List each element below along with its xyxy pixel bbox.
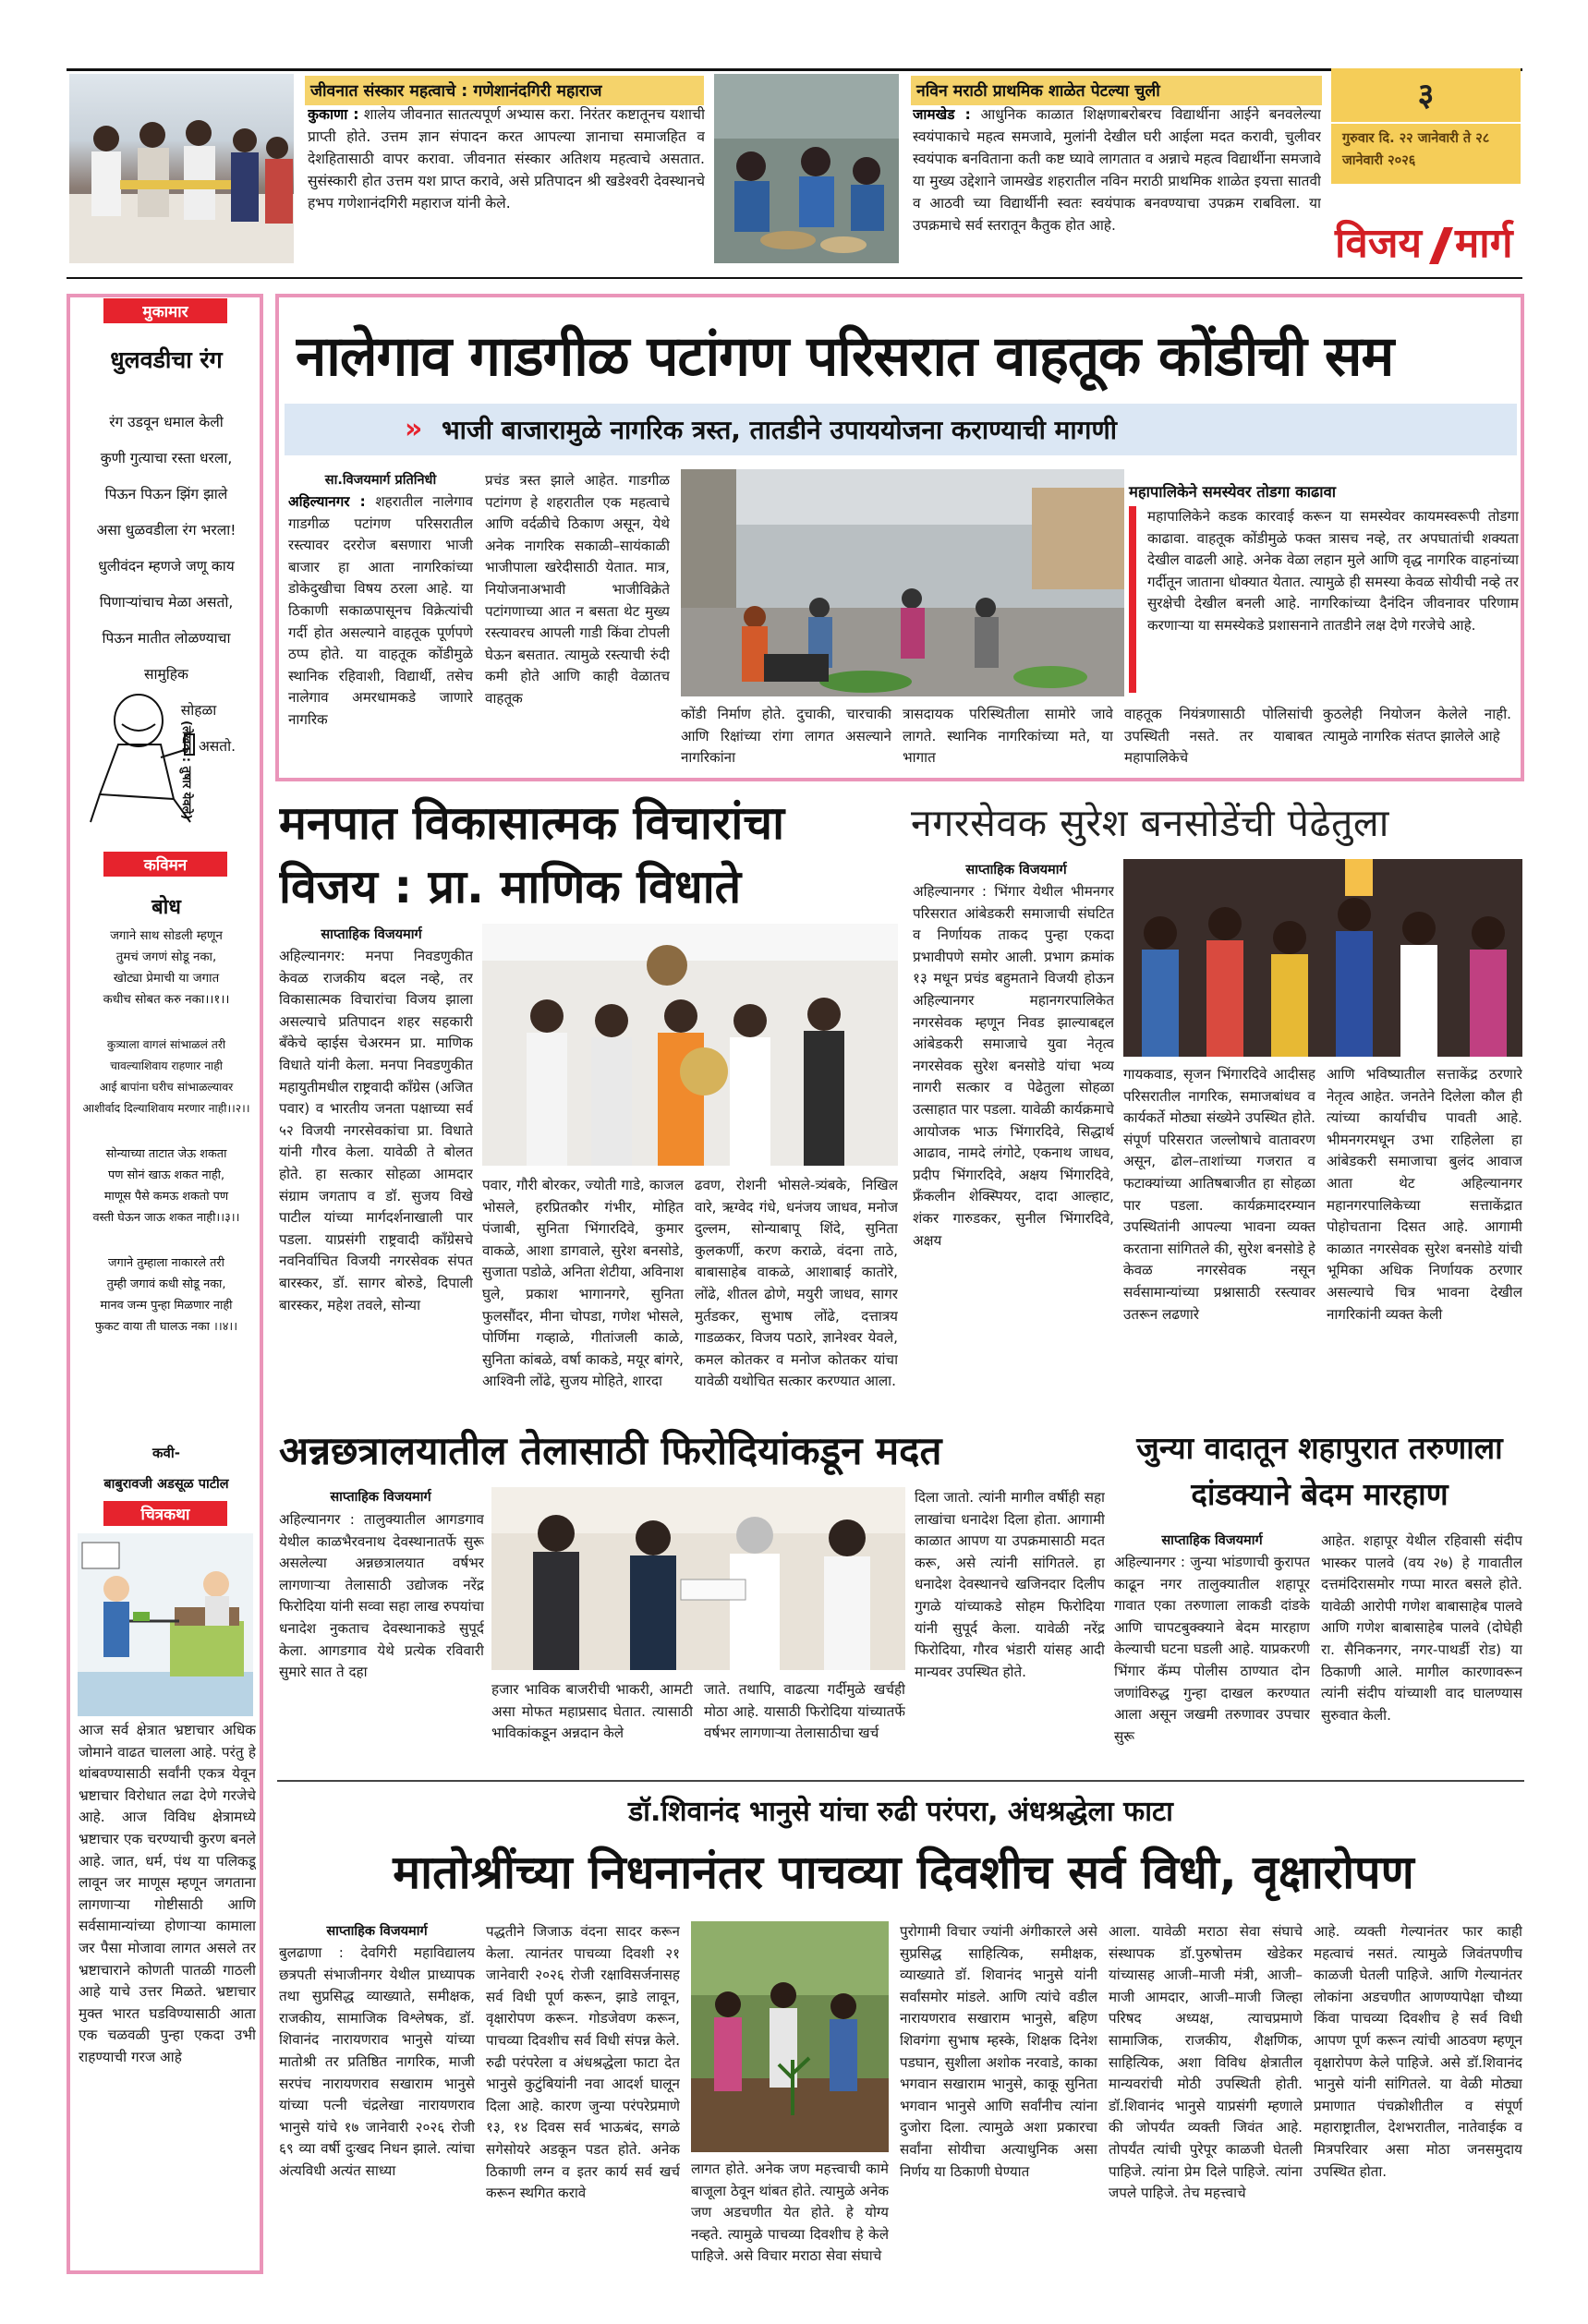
bansode-col2: गायकवाड, सृजन भिंगारदिवे आदीसह परिसरातील नागरिक, समाजबांधव व कार्यकर्ते मोठ्या संख्येने उपस्थित होते. संपूर्ण परिसरात जल्लोषाचे वातावरण असून, ढोल–ताशांच्या गजरात व फटाक्यांच्या आतिषबाजीत हा सोहळा पार पडला. कार्यक्रमादरम्यान उपस्थितांनी आपल्या भावना व्यक्त करताना सांगितले की, सुरेश बनसोडे हे केवळ नगरसेवक नसून सर्वसामान्यांच्या प्रश्नासाठी रस्त्यावर उतरून लढणारे [1123,1066,1315,1323]
assault-byline: साप्ताहिक विजयमार्ग [1161,1533,1263,1548]
story1-text: शालेय जीवनात सातत्यपूर्ण अभ्यास करा. निरंतर कष्टातूनच यशाची प्राप्ती होते. उत्तम ज्ञान संपादन करत आपल्या ज्ञानाचा समाजहित व देशहितासाठी वापर करावा. जीवनात संस्कार अतिशय महत्वाचे असतात. सुसंस्कारी होत उत्तम यश प्राप्त करावे, असे प्रतिपादन श्री खडेश्वरी देवस्थानचे हभप गणेशानंदगिरी महाराज यांनी केले. [308,106,705,212]
oil-col3: दिला जातो. त्यांनी मागील वर्षीही सहा लाखांचा धनादेश दिला होता. आगामी काळात आपण या उपक्रमासाठी मदत करू, असे त्यांनी सांगितले. हा धनादेश देवस्थानचे खजिनदार दिलीप गुगळे यांच्याकडे सोहम फिरोदिया यांनी सुपूर्द केला. यावेळी नरेंद्र फिरोदिया, गौरव भंडारी यांसह आदी मान्यवर उपस्थित होते. [915,1489,1105,1680]
assault-col2: आहेत. शहापूर येथील रहिवासी संदीप भास्कर पालवे (वय २७) हे गावातील दत्तमंदिरासमोर गप्पा मारत बसले होते. यावेळी आरोपी गणेश बाबासाहेब पालवे आणि गणेश बाबासाहेब पालवे (दोघेही रा. सैनिकनगर, नगर-पाथर्डी रोड) या ठिकाणी आले. मागील कारणावरून त्यांनी संदीप यांच्याशी वाद घालण्यास सुरुवात केली. [1321,1532,1522,1724]
poem-line: सोहळा [180,702,217,719]
traffic-place: अहिल्यानगर : [288,493,366,510]
poem-line: पिऊन पिऊन झिंग झाले [104,486,228,502]
bodh-stanza [74,1144,259,1229]
bansode-col1: अहिल्यानगर : भिंगार येथील भीमनगर परिसरात आंबेडकरी समाजाची संघटित व निर्णायक ताकद पुन्हा एकदा प्रभावीपणे समोर आली. प्रभाग क्रमांक १३ मधून प्रचंड बहुमताने विजयी होऊन अहिल्यानगर महानगरपालिकेत नगरसेवक म्हणून निवड झाल्याबद्दल आंबेडकरी समाजाचे युवा नेतृत्व नगरसेवक सुरेश बनसोडे यांचा भव्य नागरी सत्कार व पेढेतुला सोहळा उत्साहात पार पडला. यावेळी कार्यक्रमाचे आयोजक भाऊ भिंगारदिवे, सिद्धार्थ आढाव, नामदे लंगोटे, एकनाथ जाधव, प्रदीप भिंगारदिवे, अक्षय भिंगारदिवे, फ्रँकलीन शेक्स्पियर, दादा आल्हाट, शंकर गारुडकर, सुनील भिंगारदिवे, अक्षय [913,883,1114,1249]
bhanuse-col3: लागत होते. अनेक जण महत्त्वाची कामे बाजूला ठेवून थांबत होते. त्यामुळे अनेक जण अडचणीत येत होते. हे योग्य नव्हते. त्यामुळे पाचव्या दिवशीच हे केले पाहिजे. असे विचार मराठा सेवा संघाचे [691,2161,889,2265]
bodh-line: जगाने साथ सोडली म्हणून [110,929,223,943]
bhanuse-byline: साप्ताहिक विजयमार्ग [326,1924,428,1939]
traffic-byline: सा.विजयमार्ग प्रतिनिधी [324,473,437,488]
traffic-under2: त्रासदायक परिस्थितीला सामोरे जावे लागते. स्थानिक नागरिकांच्या मते, या भागात [903,706,1113,767]
oil-photo [491,1487,905,1670]
svg-text:विजय: विजय [1335,220,1423,267]
poem-line: धुलीवंदन म्हणजे जणू काय [98,558,235,575]
poem-line: कुणी गुत्याचा रस्ता धरला, [100,450,233,466]
bodh-line: जगाने तुम्हाला नाकारले तरी [108,1256,224,1270]
section-rule [277,1780,1524,1782]
bodh-stanza [74,1035,259,1120]
issue-date: गुरुवार दि. २२ जानेवारी ते २८ जानेवारी २०२६ [1342,131,1490,168]
story1-title: जीवनात संस्कार महत्वाचे : गणेशानंदगिरी महाराज [305,76,704,105]
chitrakatha-label: चित्रकथा [103,1501,227,1526]
felicitation-illustration [482,924,898,1166]
bodh-line: आई बापांना घरीच सांभाळल्यावर [99,1081,234,1094]
oil-under1: हजार भाविक बाजरीची भाकरी, आमटी असा मोफत महाप्रसाद घेतात. त्यासाठी भाविकांकडून अन्नदान केले [491,1681,693,1742]
traffic-under4: कुठलेही नियोजन केलेले नाही. त्यामुळे नागरिक संतप्त झालेले आहे [1323,706,1511,744]
kaviman-label: कविमन [103,852,227,877]
bodh-line: सोन्याच्या ताटात जेऊ शकता [105,1147,227,1161]
bodh-line: पण सोनं खाऊ शकत नाही, [107,1168,225,1182]
bodh-line: खोट्या प्रेमाची या जगात [113,972,220,986]
cartoon-credit: (लेखक : तुषार येवले) [179,720,193,820]
corruption-cartoon [78,1533,253,1716]
traffic-photo [681,469,1124,696]
bodh-line: चावल्याशिवाय राहणार नाही [110,1059,223,1072]
bansode-col3: आणि भविष्यातील सत्ताकेंद्र ठरणारे नेतृत्व आहेत. जनतेने दिलेला कौल ही त्यांच्या कार्याचीच पावती आहे. भीमनगरमधून उभा राहिलेला हा आंबेडकरी समाजाचा बुलंद आवाज आता थेट अहिल्यानगर महानगरपालिकेच्या सत्ताकेंद्रात पोहोचताना दिसत आहे. आगामी काळात नगरसेवक सुरेश बनसोडे यांची भूमिका अधिक निर्णायक ठरणार असल्याचे चित्र भावना देखील नागरिकांनी व्यक्त केली [1327,1066,1522,1323]
people-illustration [69,74,294,263]
poem-line: पिणाऱ्यांचाच मेळा असतो, [99,594,234,611]
bhanuse-col1: बुलढाणा : देवगिरी महाविद्यालय छत्रपती संभाजीनगर येथील प्राध्यापक तथा सुप्रसिद्ध व्याख्याते, समीक्षक, राजकीय, सामाजिक विश्लेषक, डॉ. शिवानंद नारायणराव भानुसे यांच्या मातोश्री तर प्रतिष्ठित नागरिक, माजी सरपंच नारायणराव सखाराम भानुसे यांच्या पत्नी चंद्रलेखा नारायणराव भानुसे यांचे १७ जानेवारी २०२६ रोजी ६९ व्या वर्षी दुःखद निधन झाले. त्यांचा अंत्यविधी अत्यंत साध्या [279,1944,475,2179]
poet-label: कवी- [152,1445,180,1461]
bhanuse-headline: मातोश्रींच्या निधनानंतर पाचव्या दिवशीच सर्व विधी, वृक्षारोपण [393,1846,1414,1899]
traffic-headline: नालेगाव गाडगीळ पटांगण परिसरात वाहतूक कोंडीची सम [296,324,1394,389]
subhead-arrow-icon: » [405,413,423,445]
masthead-logo [1331,214,1525,268]
top-rule [67,68,1522,71]
poet-name: बाबुरावजी अडसूळ पाटील [103,1477,229,1492]
chitrakatha-cartoon [78,1533,253,1716]
vidhate-col2: पवार, गौरी बोरकर, ज्योती गाडे, काजल भोसले, हरप्रितकौर गंभीर, मोहित पंजाबी, सुनिता भिंगारदिवे, कुमार वाकळे, आशा डागवाले, सुरेश बनसोडे, सुजाता पडोळे, अनिता शेटीया, अविनाश घुले, प्रकाश भागानगरे, सुनिता फुलसौंदर, मीना चोपडा, गणेश भोसले, पोर्णिमा गव्हाळे, गीतांजली काळे, सुनिता कांबळे, वर्षा काकडे, मयूर बांगरे, आश्विनी लोंढे, सुजय मोहिते, शारदा [482,1177,684,1390]
story2-place: जामखेड : [913,106,971,123]
bhanuse-col6: आहे. व्यक्ती गेल्यानंतर फार काही महत्वाचं नसतं. त्यामुळे जिवंतपणीच काळजी घेतली पाहिजे. आणि गेल्यानंतर लोकांना अडचणीत आणण्यापेक्षा चौथ्या किंवा पाचव्या दिवशीच हे सर्व विधी आपण पूर्ण करून त्यांची आठवण म्हणून वृक्षारोपण केले पाहिजे. असे डॉ.शिवानंद भानुसे यांनी सांगितले. या वेळी मोठ्या प्रमाणात पंचक्रोशीतील व संपूर्ण महाराष्ट्रातील, देशभरातील, नातेवाईक व मित्रपरिवार असा मोठा जनसमुदाय उपस्थित होता. [1314,1923,1522,2180]
poem-line: असा धुळवडीला रंग भरला! [96,522,236,539]
page-number: ३ [1417,77,1435,114]
vijay-marg-logo [1331,214,1525,268]
oil-col1: अहिल्यानगर : तालुक्यातील आगडगाव येथील काळभैरवनाथ देवस्थानातर्फे सुरू असलेल्या अन्नछत्रालयात वर्षभर लागणाऱ्या तेलासाठी उद्योजक नरेंद्र फिरोदिया यांनी सव्वा सहा लाख रुपयांचा धनादेश नुकताच देवस्थानाकडे सुपूर्द केला. आगडगाव येथे प्रत्येक रविवारी सुमारे सात ते दहा [279,1511,484,1681]
bodh-stanza [74,926,259,1011]
vidhate-photo [482,924,898,1166]
vidhate-headline-1: मनपात विकासात्मक विचारांचा [279,796,785,850]
traffic-box-text: महापालिकेने कडक कारवाई करून या समस्येवर कायमस्वरूपी तोडगा काढावा. वाहतूक कोंडीमुळे फक्त त्रासच नव्हे, तर अपघातांची शक्यता देखील वाढली आहे. अनेक वेळा लहान मुले आणि वृद्ध नागरिक वाहनांच्या गर्दीतून जाताना धोक्यात येतात. त्यामुळे ही समस्या केवळ सोयीची नव्हे तर सुरक्षेची देखील बनली आहे. नागरिकांच्या दैनंदिन जीवनावर परिणाम करणाऱ्या या समस्येकडे प्रशासनाने तातडीने लक्ष देणे गरजेचे आहे. [1147,508,1519,634]
mukamar-label: मुकामार [103,298,227,323]
svg-text:मार्ग: मार्ग [1455,220,1513,267]
story2-text: आधुनिक काळात शिक्षणाबरोबरच विद्यार्थीना आईने बनवलेल्या स्वयंपाकाचे महत्व समजावे, मुलांनी देखील घरी आईला मदत करावी, चुलीवर स्वयंपाक बनविताना कती कष्ट घ्यावे लागतात व अन्नाचे महत्व विद्यार्थीना समजावे या मुख्य उद्देशाने जामखेड शहरातील नविन मराठी प्राथमिक शाळेत इयत्ता सातवी व आठवी च्या विद्यार्थीनी स्वतः स्वयंपाक बनवण्याचा उपक्रम राबविला. या उपक्रमाचे सर्व स्तरातून कैतुक होत आहे. [913,106,1321,234]
story2-body [913,103,1321,265]
oil-byline: साप्ताहिक विजयमार्ग [330,1490,431,1505]
story1-place: कुकाणा : [308,106,359,123]
cheque-handover-illustration [491,1487,905,1670]
bhanuse-col2: पद्धतीने जिजाऊ वंदना सादर करून केला. त्यानंतर पाचव्या दिवशी २१ जानेवारी २०२६ रोजी रक्षाविसर्जनासह सर्व विधी पूर्ण करून, झाडे लावून, वृक्षारोपण करून. गोडजेवण करून, पाचव्या दिवशीच सर्व विधी संपन्न केले. रुढी परंपरेला व अंधश्रद्धेला फाटा देत भानुसे कुटुंबियांनी नवा आदर्श घालून दिला आहे. कारण जुन्या परंपरेप्रमाणे १३, १४ दिवस सर्व भाऊबंद, सगळे सगेसोयरे अडकून पडत होते. अनेक ठिकाणी लग्न व इतर कार्य सर्व खर्च करून स्थगित करावे [486,1923,680,2202]
bodh-line: माणूस पैसे कमऊ शकतो पण [103,1190,229,1204]
traffic-under3: वाहतूक नियंत्रणासाठी पोलिसांची उपस्थिती नसते. तर याबाबत महापालिकेचे [1124,706,1313,767]
poem-line: असतो. [198,738,236,755]
story1-body [308,103,705,265]
bodh-line: मानव जन्म पुन्हा मिळणार नाही [100,1299,233,1313]
assault-col1: अहिल्यानगर : जुन्या भांडणाची कुरापत काढून नगर तालुक्यातील शहापूर गावात एका तरुणाला लाकडी दांडके आणि चापटबुक्क्याने बेदम मारहाण केल्याची घटना घडली आहे. याप्रकरणी भिंगार कॅम्प पोलीस ठाण्यात दोन जणांविरुद्ध गुन्हा दाखल करण्यात आला असून जखमी तरुणावर उपचार सुरू [1114,1554,1310,1745]
poem-line: सामुहिक [144,666,188,683]
tree-planting-illustration [691,1921,889,2152]
poem-title: धुलवडीचा रंग [110,346,223,373]
assault-headline-2: दांडक्याने बेदम मारहाण [1191,1476,1449,1512]
vidhate-byline: साप्ताहिक विजयमार्ग [321,927,422,942]
bansode-headline: नगरसेवक सुरेश बनसोडेंची पेढेतुला [911,801,1389,845]
poem-line: पिऊन मातीत लोळण्याचा [102,630,231,647]
story2-photo [714,74,899,263]
bhanuse-photo [691,1921,889,2152]
bodh-line: कुत्र्याला वागलं सांभाळलं तरी [106,1038,226,1051]
bodh-line: वस्ती घेऊन जाऊ शकत नाही।।३।। [92,1211,240,1225]
header-bottom-rule [67,277,1522,279]
bodh-line: तुम्ही जगावं कधी सोडू नका, [106,1277,226,1291]
traffic-box [1129,506,1519,693]
story1-photo [69,74,294,263]
traffic-under1: कोंडी निर्माण होते. दुचाकी, चारचाकी आणि रिक्षांच्या रांगा लागत असल्याने नागरिकांना [681,706,891,767]
traffic-subhead: भाजी बाजारामुळे नागरिक त्रस्त, तातडीने उपाययोजना कराण्याची मागणी [442,415,1117,445]
celebration-crowd-illustration [1123,859,1522,1057]
kids-cooking-illustration [714,74,899,263]
bodh-line: कधीच सोबत करु नका।।१।। [103,993,230,1007]
traffic-box-title: महापालिकेने समस्येवर तोडगा काढावा [1129,483,1337,501]
assault-headline-1: जुन्या वादातून शहापुरात तरुणाला [1136,1430,1503,1466]
bhanuse-kicker: डॉ.शिवानंद भानुसे यांचा रुढी परंपरा, अंधश्रद्धेला फाटा [628,1796,1173,1828]
traffic-col1-text: शहरातील नालेगाव गाडगीळ पटांगण परिसरातील रस्त्यावर दररोज बसणारा भाजी बाजार हा आता नागरिकांच्या डोकेदुखीचा विषय ठरला आहे. या ठिकाणी सकाळपासूनच विक्रेत्यांची गर्दी होत असल्याने वाहतूक पूर्णपणे ठप्प होते. या वाहतूक कोंडीमुळे स्थानिक रहिवाशी, विद्यार्थी, तसेच नालेगाव अमरधामकडे जाणारे नागरिक [288,493,473,728]
vidhate-col3: ढवण, रोशनी भोसले-त्र्यंबके, निखिल वारे, ऋग्वेद गंधे, धनंजय जाधव, मनोज दुल्लम, सोन्याबापू शिंदे, सुनिता कुलकर्णी, करण कराळे, वंदना ताठे, बाबासाहेब वाकळे, आशाबाई कातोरे, लोंढे, शीतल ढोणे, मयुरी जाधव, सागर मुर्तडकर, सुभाष लोंढे, दत्तात्रय गाडळकर, विजय पठारे, ज्ञानेश्वर येवले, कमल कोतकर व मनोज कोतकर यांचा यावेळी यथोचित सत्कार करण्यात आला. [695,1177,898,1390]
bansode-photo [1123,859,1522,1057]
bodh-stanza [74,1253,259,1338]
vidhate-col1: अहिल्यानगर: मनपा निवडणुकीत केवळ राजकीय बदल नव्हे, तर विकासात्मक विचारांचा विजय झाला असल्याचे प्रतिपादन शहर सहकारी बँकेचे व्हाईस चेअरमन प्रा. माणिक विधाते यांनी केला. मनपा निवडणुकीत महायुतीमधील राष्ट्रवादी कॉंग्रेस (अजित पवार) व भारतीय जनता पक्षाच्या सर्व ५२ विजयी नगरसेवकांचा प्रा. विधाते यांनी गौरव केला. यावेळी ते बोलत होते. हा सत्कार सोहळा आमदार संग्राम जगताप व डॉ. सुजय विखे पाटील यांच्या मार्गदर्शनाखाली पार पडला. याप्रसंगी राष्ट्रवादी कॉंग्रेसचे नवनिर्वाचित विजयी नगरसेवक संपत बारस्कर, डॉ. सागर बोरुडे, दिपाली बारस्कर, महेश तवले, सोन्या [279,948,473,1313]
bodh-line: तुमचं जगणं सोडू नका, [115,950,217,964]
poem-line: रंग उडवून धमाल केली [109,414,224,430]
bodh-title: बोध [152,896,181,919]
vidhate-headline-2: विजय : प्रा. माणिक विधाते [279,860,742,914]
market-crowd-illustration [681,469,1124,696]
traffic-col1 [288,491,473,770]
page-number-divider [1331,122,1521,124]
bansode-byline: साप्ताहिक विजयमार्ग [965,863,1067,878]
bodh-line: फुकट वाया ती घालऊ नका ।।४।। [94,1320,238,1334]
bhanuse-col5: आला. यावेळी मराठा सेवा संघाचे संस्थापक डॉ.पुरुषोत्तम खेडेकर यांच्यासह आजी–माजी मंत्री, आजी–माजी आमदार, आजी–माजी जिल्हा परिषद अध्यक्ष, त्याचप्रमाणे सामाजिक, राजकीय, शैक्षणिक, साहित्यिक, अशा विविध क्षेत्रातील मान्यवरांची मोठी उपस्थिती होती. डॉ.शिवानंद भानुसे याप्रसंगी म्हणाले की जोपर्यंत व्यक्ती जिवंत आहे. तोपर्यंत त्यांची पुरेपूर काळजी घेतली पाहिजे. त्यांना प्रेम दिले पाहिजे. त्यांना जपले पाहिजे. तेच महत्त्वाचे [1109,1923,1303,2202]
traffic-col2: प्रचंड त्रस्त झाले आहेत. गाडगीळ पटांगण हे शहरातील एक महत्वाचे आणि वर्दळीचे ठिकाण असून, येथे अनेक नागरिक सकाळी–सायंकाळी भाजीपाला खरेदीसाठी येतात. मात्र, नियोजनाअभावी भाजीविक्रेते पटांगणाच्या आत न बसता थेट मुख्य रस्त्यावरच आपली गाडी किंवा टोपली घेऊन बसतात. त्यामुळे रस्त्याची रुंदी कमी होते आणि काही वेळातच वाहतूक [485,472,670,707]
page-number-block [1331,68,1521,184]
bodh-body [74,926,259,1338]
oil-headline: अन्नछत्रालयातील तेलासाठी फिरोदियांकडून मदत [279,1428,942,1473]
bhanuse-col4: पुरोगामी विचार ज्यांनी अंगीकारले असे सुप्रसिद्ध साहित्यिक, समीक्षक, व्याख्याते डॉ. शिवानंद भानुसे यांनी सर्वांसमोर मांडले. आणि त्यांचे वडील नारायणराव सखाराम भानुसे, बहिण शिवगंगा सुभाष म्हस्के, शिक्षक दिनेश पडघान, सुशीला अशोक नरवाडे, काका भगवान सखाराम भानुसे, काकू सुनिता भगवान भानुसे आणि सर्वांनीच त्यांना दुजोरा दिला. त्यामुळे अशा प्रकारचा सर्वांना सोयीचा अत्याधुनिक असा निर्णय या ठिकाणी घेण्यात [900,1923,1097,2180]
story2-title: नविन मराठी प्राथमिक शाळेत पेटल्या चुली [911,76,1322,105]
oil-under2: जाते. तथापि, वाढत्या गर्दीमुळे खर्चही मोठा आहे. यासाठी फिरोदिया यांच्यातर्फे वर्षभर लागणाऱ्या तेलासाठीचा खर्च [704,1681,905,1742]
bodh-line: आशीर्वाद दिल्याशिवाय मरणार नाही।।२।। [82,1102,250,1115]
chitrakatha-text: आज सर्व क्षेत्रात भ्रष्टाचार अधिक जोमाने वाढत चालला आहे. परंतु हे थांबवण्यासाठी सर्वांनी एकत्र येवून भ्रष्टाचार विरोधात लढा देणे गरजेचे आहे. आज विविध क्षेत्रामध्ये भ्रष्टाचार एक चरण्याची कुरण बनले आहे. जात, धर्म, पंथ या पलिकडू लावून जर माणूस म्हणून जगताना लागणाऱ्या गोष्टीसाठी आणि सर्वसामान्यांच्या होणाऱ्या कामाला जर पैसा मोजावा लागत असले तर भ्रष्टाचाराने कोणती पातळी गाठली आहे याचे उत्तर मिळते. भ्रष्टाचार मुक्त भारत घडविण्यासाठी आता एक चळवळी पुन्हा एकदा उभी राहण्याची गरज आहे [79,1722,256,2065]
